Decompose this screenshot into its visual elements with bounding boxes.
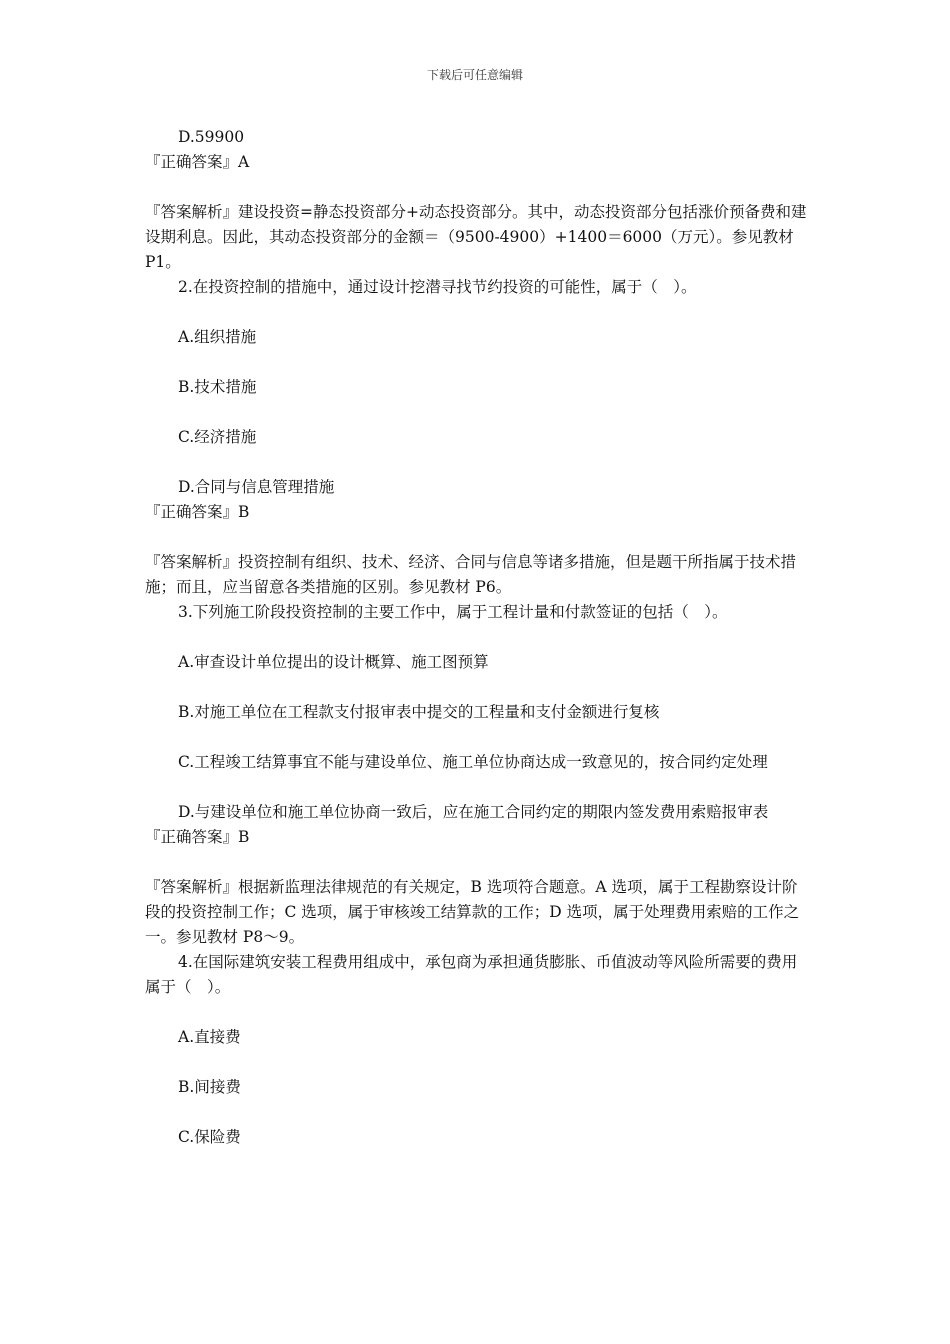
q1-explanation: 『答案解析』建设投资=静态投资部分+动态投资部分。其中，动态投资部分包括涨价预备费和建设期利息。因此，其动态投资部分的金额＝（9500-4900）+1400＝6000（万元）。参见教材 P1。 <box>145 203 807 271</box>
q2-explanation: 『答案解析』投资控制有组织、技术、经济、合同与信息等诸多措施，但是题干所指属于技术措施；而且，应当留意各类措施的区别。参见教材 P6。 <box>145 553 797 596</box>
q2-stem: 2.在投资控制的措施中，通过设计挖潜寻找节约投资的可能性，属于（ ）。 <box>178 278 697 296</box>
q4-option-b: B.间接费 <box>178 1078 241 1096</box>
q4-option-a: A.直接费 <box>178 1028 241 1046</box>
q3-explanation: 『答案解析』根据新监理法律规范的有关规定，B 选项符合题意。A 选项，属于工程勘察设计阶段的投资控制工作；C 选项，属于审核竣工结算款的工作；D 选项，属于处理费用索赔的工作之一。参见教材 P8～9。 <box>145 878 800 946</box>
q2-option-b: B.技术措施 <box>178 378 257 396</box>
document-body <box>145 125 809 1150</box>
q2-option-c: C.经济措施 <box>178 428 257 446</box>
q1-option-d: D.59900 <box>178 128 245 146</box>
q4-stem: 4.在国际建筑安装工程费用组成中，承包商为承担通货膨胀、币值波动等风险所需要的费用属于（ ）。 <box>145 953 798 996</box>
q1-answer: 『正确答案』A <box>145 153 250 171</box>
q2-option-d: D.合同与信息管理措施 <box>178 478 335 496</box>
page-header: 下载后可任意编辑 <box>426 68 523 82</box>
q3-option-a: A.审查设计单位提出的设计概算、施工图预算 <box>178 653 489 671</box>
q3-stem: 3.下列施工阶段投资控制的主要工作中，属于工程计量和付款签证的包括（ ）。 <box>178 603 728 621</box>
q3-option-b: B.对施工单位在工程款支付报审表中提交的工程量和支付金额进行复核 <box>178 703 660 721</box>
q3-option-d: D.与建设单位和施工单位协商一致后，应在施工合同约定的期限内签发费用索赔报审表 <box>178 803 769 821</box>
q3-option-c: C.工程竣工结算事宜不能与建设单位、施工单位协商达成一致意见的，按合同约定处理 <box>178 753 768 771</box>
q2-answer: 『正确答案』B <box>145 503 250 521</box>
q4-option-c: C.保险费 <box>178 1128 241 1146</box>
q3-answer: 『正确答案』B <box>145 828 250 846</box>
q2-option-a: A.组织措施 <box>178 328 257 346</box>
